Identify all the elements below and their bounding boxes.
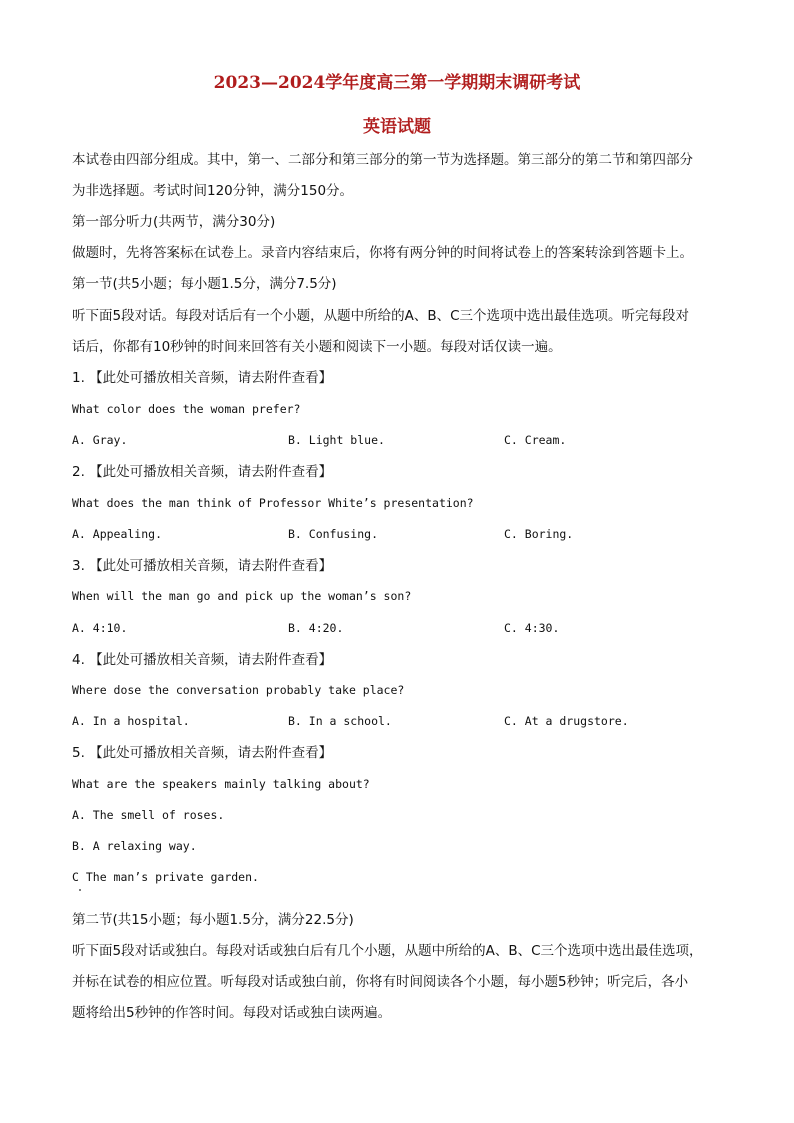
section2-instruction-1: 听下面5段对话或独白。每段对话或独白后有几个小题，从题中所给的A、B、C三个选项中选出最佳选项， <box>72 943 703 959</box>
section1-instruction-1: 听下面5段对话。每段对话后有一个小题，从题中所给的A、B、C三个选项中选出最佳选项。听完每段对 <box>72 308 690 324</box>
q2-option-a: A. Appealing. <box>72 527 163 541</box>
q3-option-b: B. 4:20. <box>288 621 344 635</box>
stray-dot <box>79 889 81 891</box>
audio-placeholder-5[interactable]: 5. 【此处可播放相关音频，请去附件查看】 <box>72 745 333 761</box>
section2-heading: 第二节(共15小题；每小题1.5分，满分22.5分) <box>72 912 354 928</box>
question-4-text: Where dose the conversation probably take place? <box>72 683 405 697</box>
q5-option-b: B. A relaxing way. <box>72 839 197 853</box>
part1-heading: 第一部分听力(共两节，满分30分) <box>72 214 276 230</box>
q3-option-c: C. 4:30. <box>504 621 560 635</box>
question-1-text: What color does the woman prefer? <box>72 402 301 416</box>
section2-instruction-2: 并标在试卷的相应位置。听每段对话或独白前，你将有时间阅读各个小题，每小题5秒钟；听完后，各小 <box>72 974 689 990</box>
q3-option-a: A. 4:10. <box>72 621 128 635</box>
q2-option-b: B. Confusing. <box>288 527 379 541</box>
section1-heading: 第一节(共5小题；每小题1.5分，满分7.5分) <box>72 276 337 292</box>
audio-placeholder-3[interactable]: 3. 【此处可播放相关音频，请去附件查看】 <box>72 558 333 574</box>
audio-placeholder-2[interactable]: 2. 【此处可播放相关音频，请去附件查看】 <box>72 464 333 480</box>
audio-placeholder-4[interactable]: 4. 【此处可播放相关音频，请去附件查看】 <box>72 652 333 668</box>
part1-instruction: 做题时，先将答案标在试卷上。录音内容结束后，你将有两分钟的时间将试卷上的答案转涂到答题卡上。 <box>72 245 693 261</box>
intro-line-2: 为非选择题。考试时间120分钟，满分150分。 <box>72 183 354 199</box>
question-2-text: What does the man think of Professor White’s presentation? <box>72 496 474 510</box>
section2-instruction-3: 题将给出5秒钟的作答时间。每段对话或独白读两遍。 <box>72 1005 392 1021</box>
q4-option-a: A. In a hospital. <box>72 714 190 728</box>
question-5-text: What are the speakers mainly talking about? <box>72 777 370 791</box>
question-3-text: When will the man go and pick up the woman’s son? <box>72 589 412 603</box>
q1-option-c: C. Cream. <box>504 433 567 447</box>
q1-option-b: B. Light blue. <box>288 433 385 447</box>
exam-title: 2023—2024学年度高三第一学期期末调研考试 <box>213 73 581 93</box>
q4-option-b: B. In a school. <box>288 714 392 728</box>
intro-line-1: 本试卷由四部分组成。其中，第一、二部分和第三部分的第一节为选择题。第三部分的第二节和第四部分 <box>72 152 693 168</box>
section1-instruction-2: 话后，你都有10秒钟的时间来回答有关小题和阅读下一小题。每段对话仅读一遍。 <box>72 339 562 355</box>
q4-option-c: C. At a drugstore. <box>504 714 629 728</box>
q5-option-a: A. The smell of roses. <box>72 808 225 822</box>
q1-option-a: A. Gray. <box>72 433 128 447</box>
exam-subtitle: 英语试题 <box>363 117 431 137</box>
q2-option-c: C. Boring. <box>504 527 574 541</box>
q5-option-c: C The man’s private garden. <box>72 870 259 884</box>
audio-placeholder-1[interactable]: 1. 【此处可播放相关音频，请去附件查看】 <box>72 370 333 386</box>
